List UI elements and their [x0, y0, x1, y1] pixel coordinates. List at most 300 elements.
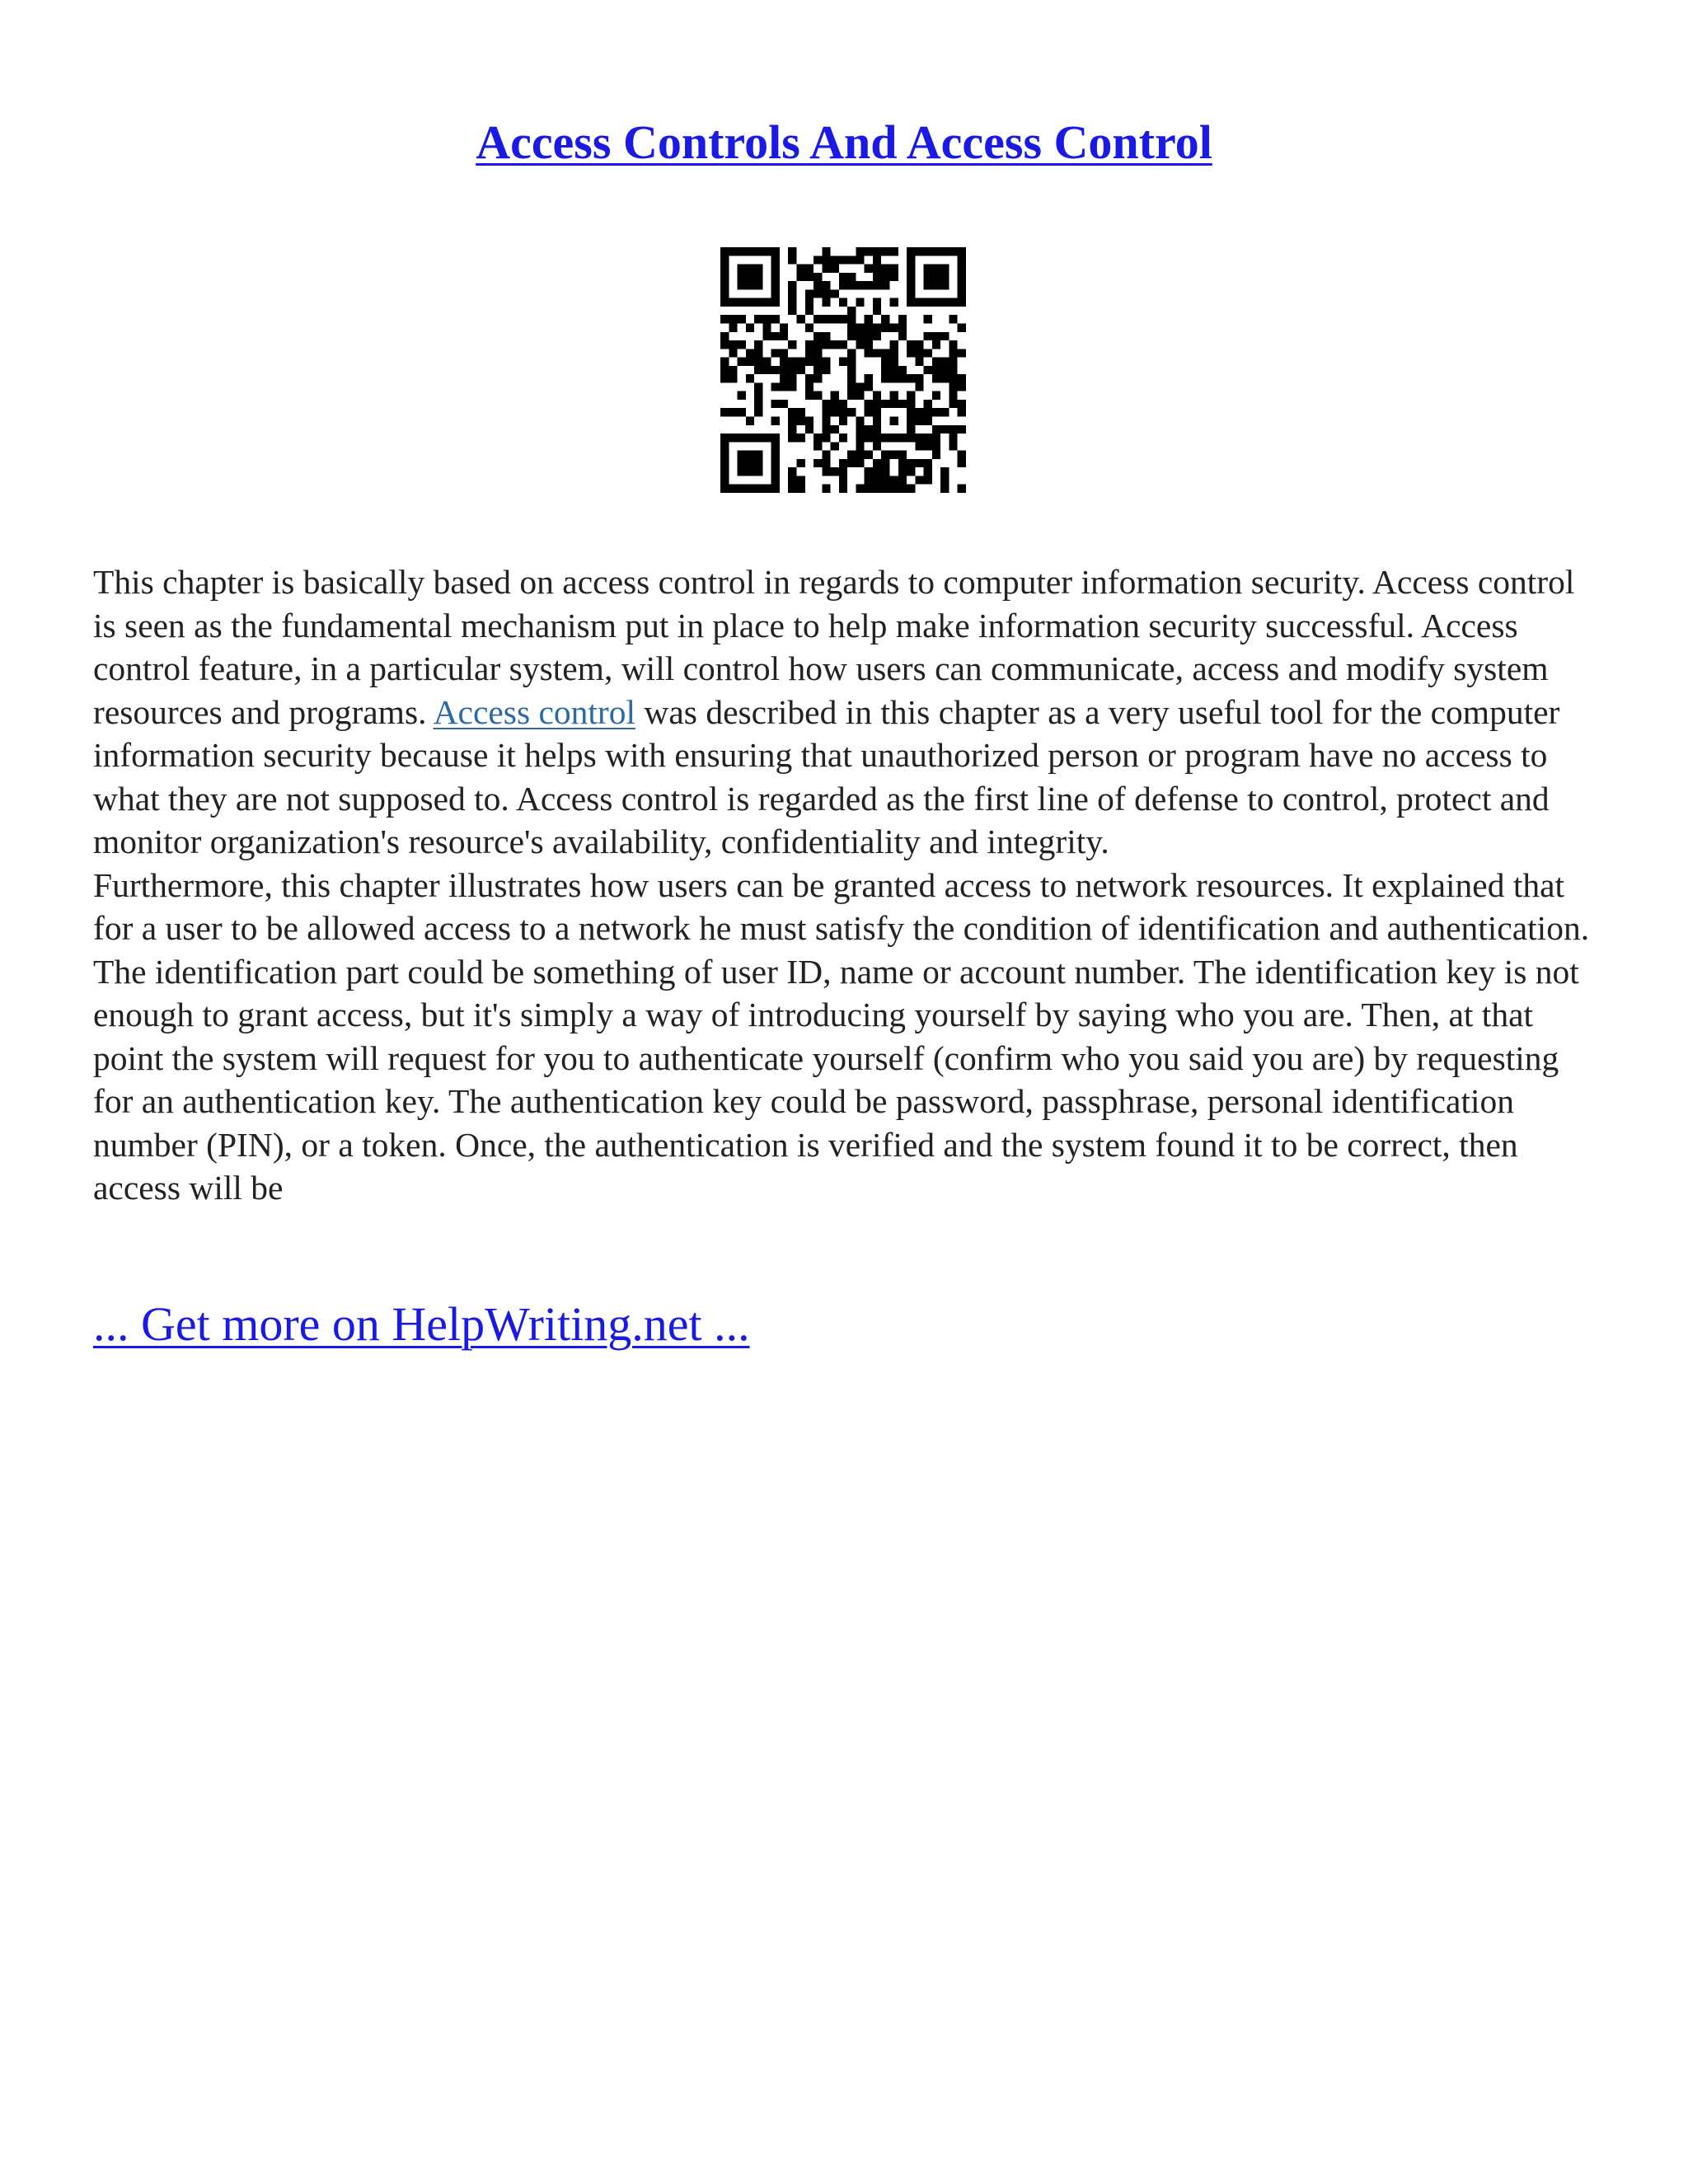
qr-module	[873, 442, 881, 450]
qr-module	[907, 349, 915, 357]
qr-module	[738, 315, 746, 323]
qr-module	[865, 451, 873, 459]
qr-module	[771, 476, 780, 484]
qr-module	[738, 459, 746, 467]
qr-module	[856, 281, 864, 289]
qr-module	[958, 459, 966, 467]
qr-module	[762, 298, 771, 307]
qr-module	[949, 382, 957, 391]
qr-module	[915, 476, 923, 484]
qr-module	[856, 442, 864, 450]
qr-module	[831, 467, 839, 476]
qr-module	[924, 332, 932, 340]
qr-module	[940, 408, 949, 416]
qr-module	[958, 255, 966, 264]
qr-module	[958, 382, 966, 391]
qr-module	[805, 307, 814, 315]
qr-module	[958, 425, 966, 434]
qr-module	[865, 349, 873, 357]
qr-module	[890, 265, 898, 273]
qr-module	[771, 349, 780, 357]
qr-module	[890, 298, 898, 307]
qr-module	[847, 366, 856, 374]
qr-module	[746, 358, 754, 366]
qr-module	[873, 307, 881, 315]
qr-module	[771, 332, 780, 340]
qr-module	[771, 281, 780, 289]
qr-module	[898, 374, 907, 382]
qr-module	[865, 467, 873, 476]
qr-module	[754, 247, 762, 255]
qr-module	[738, 281, 746, 289]
qr-module	[805, 349, 814, 357]
qr-module	[890, 391, 898, 400]
qr-module	[907, 417, 915, 425]
qr-module	[958, 408, 966, 416]
qr-module	[890, 417, 898, 425]
qr-module	[788, 366, 796, 374]
qr-module	[729, 247, 737, 255]
qr-module	[856, 451, 864, 459]
qr-module	[873, 425, 881, 434]
qr-module	[822, 340, 830, 349]
qr-module	[729, 340, 737, 349]
qr-module	[881, 358, 889, 366]
qr-module	[856, 255, 864, 264]
qr-module	[822, 281, 830, 289]
qr-module	[796, 408, 804, 416]
qr-module	[805, 425, 814, 434]
qr-module	[907, 425, 915, 434]
qr-module	[881, 451, 889, 459]
qr-module	[940, 298, 949, 307]
qr-module	[890, 358, 898, 366]
qr-module	[873, 467, 881, 476]
qr-module	[940, 467, 949, 476]
qr-module	[881, 434, 889, 442]
qr-module	[831, 408, 839, 416]
qr-module	[856, 323, 864, 331]
qr-module	[890, 434, 898, 442]
qr-module	[754, 366, 762, 374]
qr-module	[771, 485, 780, 493]
qr-module	[754, 265, 762, 273]
qr-module	[924, 417, 932, 425]
qr-module	[771, 442, 780, 450]
qr-module	[898, 400, 907, 408]
qr-module	[720, 366, 729, 374]
qr-module	[881, 374, 889, 382]
qr-module	[915, 247, 923, 255]
qr-module	[738, 298, 746, 307]
qr-module	[839, 417, 847, 425]
qr-module	[932, 434, 940, 442]
qr-module	[822, 366, 830, 374]
qr-module	[831, 400, 839, 408]
qr-module	[907, 255, 915, 264]
qr-module	[907, 434, 915, 442]
qr-module	[856, 459, 864, 467]
qr-module	[771, 298, 780, 307]
qr-module	[958, 400, 966, 408]
qr-module	[949, 434, 957, 442]
qr-module	[796, 417, 804, 425]
qr-module	[940, 374, 949, 382]
qr-module	[805, 289, 814, 298]
paragraph-2: Furthermore, this chapter illustrates how users can be granted access to network resources. It explained that for a user to be allowed access to a network he must satisfy the condition of identification and authentication. The identification part could be something of user ID, name or account number. The identification key is not enough to grant access, but it's simply a way of introducing yourself by saying who you are. Then, at that point the system will request for you to authenticate yourself (confirm who you said you are) by requesting for an authentication key. The authentication key could be password, passphrase, personal identification number (PIN), or a token. Once, the authentication is verified and the system found it to be correct, then access will be	[93, 865, 1590, 1207]
qr-module	[814, 442, 822, 450]
qr-module	[915, 459, 923, 467]
qr-module	[924, 366, 932, 374]
qr-module	[762, 366, 771, 374]
qr-module	[754, 340, 762, 349]
qr-module	[907, 273, 915, 281]
qr-module	[754, 273, 762, 281]
qr-module	[822, 247, 830, 255]
qr-module	[881, 323, 889, 331]
qr-module	[805, 323, 814, 331]
qr-module	[907, 289, 915, 298]
qr-module	[771, 451, 780, 459]
qr-module	[822, 255, 830, 264]
qr-module	[865, 265, 873, 273]
qr-module	[940, 273, 949, 281]
qr-module	[720, 340, 729, 349]
qr-module	[796, 434, 804, 442]
qr-module	[720, 332, 729, 340]
qr-module	[932, 298, 940, 307]
qr-module	[831, 340, 839, 349]
qr-module	[720, 247, 729, 255]
get-more-link[interactable]: ... Get more on HelpWriting.net ...	[93, 1297, 750, 1351]
qr-module	[907, 281, 915, 289]
qr-module	[746, 451, 754, 459]
qr-module	[958, 281, 966, 289]
qr-module	[915, 340, 923, 349]
qr-module	[754, 391, 762, 400]
qr-module	[754, 315, 762, 323]
qr-module	[847, 315, 856, 323]
qr-module	[924, 247, 932, 255]
qr-module	[907, 265, 915, 273]
qr-module	[738, 247, 746, 255]
qr-module	[873, 349, 881, 357]
qr-module	[940, 358, 949, 366]
qr-module	[958, 247, 966, 255]
qr-module	[873, 391, 881, 400]
qr-module	[924, 265, 932, 273]
qr-module	[822, 289, 830, 298]
qr-module	[907, 467, 915, 476]
qr-module	[915, 382, 923, 391]
qr-module	[949, 425, 957, 434]
qr-module	[924, 298, 932, 307]
qr-module	[856, 391, 864, 400]
qr-module	[754, 451, 762, 459]
qr-module	[847, 323, 856, 331]
qr-module	[890, 349, 898, 357]
qr-module	[907, 374, 915, 382]
qr-module	[873, 298, 881, 307]
qr-module	[720, 442, 729, 450]
qr-module	[924, 434, 932, 442]
qr-module	[720, 273, 729, 281]
qr-module	[907, 298, 915, 307]
qr-module	[720, 434, 729, 442]
qr-module	[932, 408, 940, 416]
qr-module	[958, 289, 966, 298]
qr-module	[805, 358, 814, 366]
qr-module	[898, 476, 907, 484]
qr-module	[738, 391, 746, 400]
qr-module	[915, 374, 923, 382]
qr-module	[949, 391, 957, 400]
qr-module	[847, 451, 856, 459]
qr-module	[788, 298, 796, 307]
qr-module	[949, 358, 957, 366]
qr-module	[729, 485, 737, 493]
qr-module	[788, 255, 796, 264]
qr-module	[873, 476, 881, 484]
qr-module	[873, 417, 881, 425]
qr-module	[805, 417, 814, 425]
qr-module	[932, 391, 940, 400]
qr-module	[881, 315, 889, 323]
qr-module	[796, 366, 804, 374]
qr-module	[780, 349, 788, 357]
qr-module	[771, 265, 780, 273]
qr-module	[958, 374, 966, 382]
qr-module	[788, 382, 796, 391]
qr-module	[907, 391, 915, 400]
qr-module	[865, 323, 873, 331]
qr-module	[738, 265, 746, 273]
qr-module	[881, 485, 889, 493]
qr-module	[814, 358, 822, 366]
qr-module	[780, 332, 788, 340]
qr-module	[771, 400, 780, 408]
qr-module	[847, 382, 856, 391]
qr-module	[754, 358, 762, 366]
qr-module	[746, 459, 754, 467]
qr-module	[890, 374, 898, 382]
qr-module	[788, 417, 796, 425]
qr-module	[814, 281, 822, 289]
qr-module	[915, 408, 923, 416]
qr-module	[754, 349, 762, 357]
qr-module	[949, 349, 957, 357]
qr-module	[839, 476, 847, 484]
qr-module	[780, 374, 788, 382]
qr-module	[924, 315, 932, 323]
paragraph-1	[93, 560, 1601, 864]
qr-module	[940, 265, 949, 273]
qr-module	[890, 323, 898, 331]
qr-module	[907, 400, 915, 408]
paragraph-1-text-after-link: was described in this chapter as a very useful tool for the computer information security because it helps with ensuring that unauthorized person or program have no access to what they are not supposed to. Access control is regarded as the first line of defense to control, protect and monitor organization's resource's availability, confidentiality and integrity.	[93, 692, 1560, 860]
qr-module	[788, 425, 796, 434]
qr-module	[788, 340, 796, 349]
qr-module	[746, 467, 754, 476]
qr-module	[814, 315, 822, 323]
qr-module	[890, 366, 898, 374]
qr-module	[729, 374, 737, 382]
qr-module	[720, 459, 729, 467]
qr-module	[881, 459, 889, 467]
qr-module	[898, 451, 907, 459]
qr-module	[754, 408, 762, 416]
qr-module	[932, 442, 940, 450]
qr-module	[746, 265, 754, 273]
qr-module	[788, 247, 796, 255]
qr-module	[958, 265, 966, 273]
qr-module	[831, 425, 839, 434]
qr-module	[822, 408, 830, 416]
qr-module	[814, 391, 822, 400]
qr-module	[865, 425, 873, 434]
qr-module	[788, 467, 796, 476]
qr-module	[788, 374, 796, 382]
qr-module	[720, 467, 729, 476]
qr-module	[924, 273, 932, 281]
page-title	[0, 114, 1688, 171]
qr-module	[805, 273, 814, 281]
qr-module	[940, 476, 949, 484]
qr-module	[814, 273, 822, 281]
qr-module	[865, 408, 873, 416]
qr-module	[839, 467, 847, 476]
qr-module	[949, 315, 957, 323]
qr-module	[780, 323, 788, 331]
qr-module	[754, 459, 762, 467]
qr-module	[746, 434, 754, 442]
qr-module	[839, 434, 847, 442]
qr-module	[738, 340, 746, 349]
qr-module	[915, 358, 923, 366]
qr-module	[762, 358, 771, 366]
qr-module	[720, 265, 729, 273]
qr-module	[949, 442, 957, 450]
qr-module	[898, 485, 907, 493]
qr-module	[754, 281, 762, 289]
qr-module	[847, 374, 856, 382]
qr-module	[949, 340, 957, 349]
qr-module	[822, 434, 830, 442]
qr-module	[898, 323, 907, 331]
qr-module	[873, 281, 881, 289]
qr-module	[839, 315, 847, 323]
qr-module	[720, 374, 729, 382]
qr-module	[720, 281, 729, 289]
qr-module	[881, 265, 889, 273]
qr-module	[831, 255, 839, 264]
qr-module	[847, 408, 856, 416]
qr-module	[771, 459, 780, 467]
qr-module	[958, 451, 966, 459]
qr-module	[940, 247, 949, 255]
qr-module	[865, 400, 873, 408]
qr-module	[881, 349, 889, 357]
qr-module	[881, 281, 889, 289]
qr-module	[762, 434, 771, 442]
qr-module	[958, 485, 966, 493]
qr-module	[873, 485, 881, 493]
qr-module	[771, 315, 780, 323]
qr-module	[881, 273, 889, 281]
qr-module	[907, 247, 915, 255]
qr-module	[890, 340, 898, 349]
qr-module	[865, 247, 873, 255]
qr-module	[847, 307, 856, 315]
qr-module	[746, 298, 754, 307]
qr-module	[898, 467, 907, 476]
qr-module	[729, 408, 737, 416]
qr-module	[746, 247, 754, 255]
access-control-link[interactable]: Access control	[433, 692, 636, 731]
qr-module	[890, 476, 898, 484]
qr-module	[771, 417, 780, 425]
qr-module	[907, 459, 915, 467]
qr-module	[924, 408, 932, 416]
qr-module	[805, 340, 814, 349]
qr-module	[958, 323, 966, 331]
qr-module	[924, 400, 932, 408]
qr-module	[915, 417, 923, 425]
qr-module	[873, 332, 881, 340]
qr-module	[873, 434, 881, 442]
qr-module	[932, 265, 940, 273]
qr-module	[873, 273, 881, 281]
qr-module	[788, 485, 796, 493]
qr-module	[822, 417, 830, 425]
qr-module	[865, 476, 873, 484]
qr-module	[814, 255, 822, 264]
qr-module	[831, 265, 839, 273]
qr-module	[720, 476, 729, 484]
qr-module	[865, 382, 873, 391]
qr-module	[932, 273, 940, 281]
qr-module	[932, 425, 940, 434]
qr-module	[865, 374, 873, 382]
qr-module	[924, 476, 932, 484]
qr-module	[754, 467, 762, 476]
qr-module	[898, 434, 907, 442]
qr-module	[746, 273, 754, 281]
qr-module	[932, 247, 940, 255]
qr-module	[780, 358, 788, 366]
qr-module	[856, 382, 864, 391]
qr-module	[738, 467, 746, 476]
title-link[interactable]: Access Controls And Access Control	[476, 115, 1212, 169]
qr-module	[839, 459, 847, 467]
qr-module	[746, 417, 754, 425]
qr-module	[796, 476, 804, 484]
qr-module	[865, 315, 873, 323]
qr-module	[788, 358, 796, 366]
qr-module	[924, 459, 932, 467]
qr-module	[831, 315, 839, 323]
qr-module	[907, 340, 915, 349]
qr-module	[839, 281, 847, 289]
qr-module	[856, 417, 864, 425]
qr-module	[831, 442, 839, 450]
qr-module	[873, 247, 881, 255]
qr-module	[814, 289, 822, 298]
paragraph-1-text-before-link: This chapter is basically based on access control in regards to computer information security. Access control is seen as the fundamental mechanism put in place to help make information security successful. Access control feature, in a particular system, will control how users can communicate, access and modify system resources and programs.	[93, 563, 1575, 731]
qr-module	[847, 349, 856, 357]
qr-module	[932, 281, 940, 289]
qr-module	[814, 340, 822, 349]
